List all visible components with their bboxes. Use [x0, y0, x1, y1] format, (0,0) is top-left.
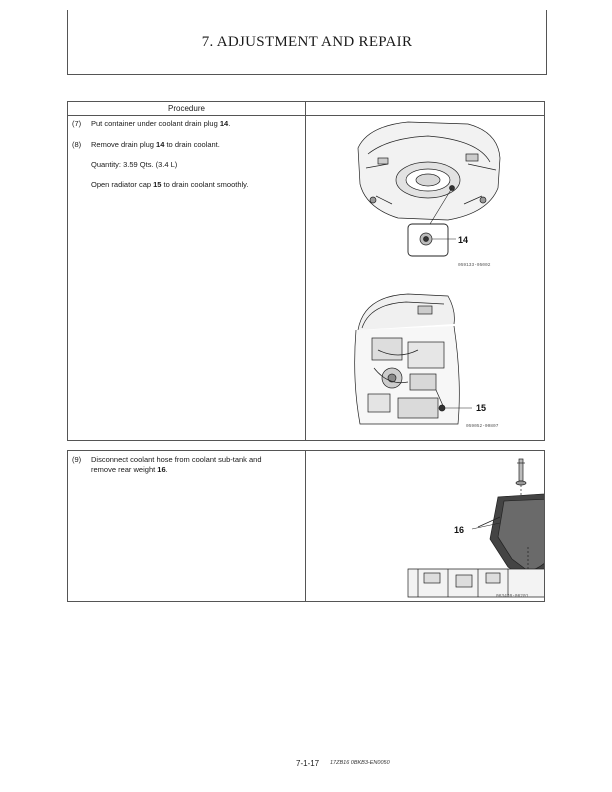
- figure-ref: 059052-00807: [466, 424, 499, 429]
- page-number: 7-1-17: [296, 759, 320, 768]
- quantity-text: Quantity: 3.59 Qts. (3.4 L): [91, 160, 178, 169]
- figure-radiator-cap: [348, 290, 518, 430]
- step-text: Put container under coolant drain plug 14.: [91, 119, 231, 128]
- callout-14: 14: [458, 235, 469, 245]
- figure-ref: 059133-05002: [458, 263, 491, 268]
- open-cap-text: Open radiator cap 15 to drain coolant smoothly.: [91, 180, 249, 189]
- header-rule: [306, 115, 544, 116]
- callout-15: 15: [476, 403, 487, 413]
- column-divider: [305, 102, 306, 440]
- step-text: Disconnect coolant hose from coolant sub-tank and remove rear weight 16.: [91, 455, 262, 474]
- page-title: 7. ADJUSTMENT AND REPAIR: [201, 34, 413, 50]
- figure-rear-weight: [368, 457, 544, 599]
- figure-ref: 063470-06201: [496, 594, 529, 599]
- procedure-header: Procedure: [68, 102, 305, 116]
- figure-drain-plug: [348, 118, 508, 268]
- document-code: 17ZB16 0BKB3-EN0050: [330, 760, 390, 766]
- procedure-panel-2: [67, 450, 545, 602]
- step-number: (7): [72, 119, 82, 128]
- step-text: Remove drain plug 14 to drain coolant.: [91, 140, 220, 149]
- callout-16: 16: [454, 525, 465, 535]
- procedure-panel-1: [67, 101, 545, 441]
- step-number: (8): [72, 140, 82, 149]
- column-divider: [305, 451, 306, 601]
- title-box: [67, 10, 547, 75]
- step-number: (9): [72, 455, 82, 464]
